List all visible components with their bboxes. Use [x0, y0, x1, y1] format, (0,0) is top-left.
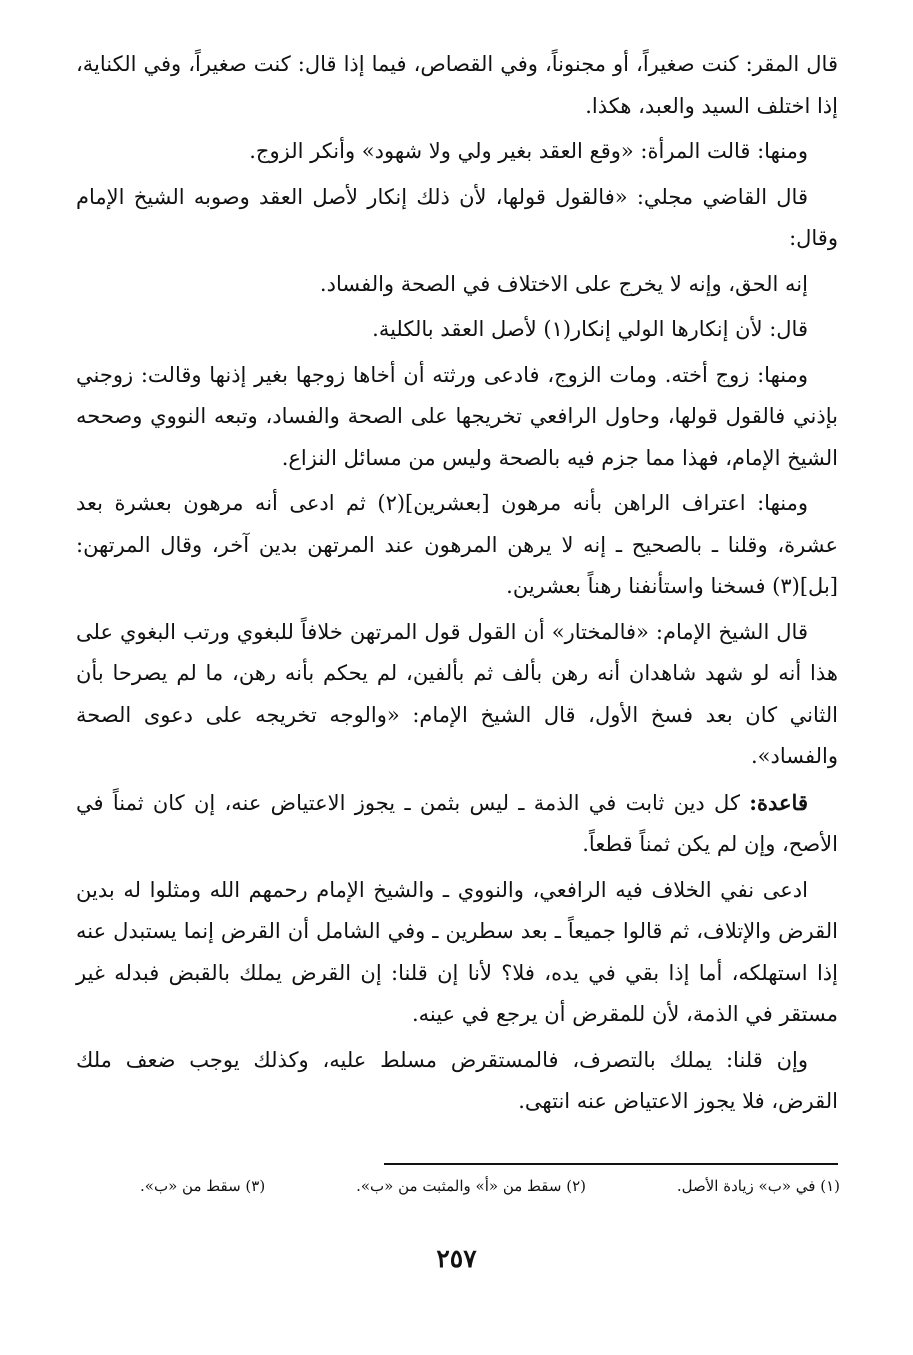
footnotes — [140, 1174, 840, 1198]
paragraph-2: ومنها: قالت المرأة: «وقع العقد بغير ولي ولا شهود» وأنكر الزوج. — [249, 139, 808, 163]
footnote-1: (١) في «ب» زيادة الأصل. — [676, 1177, 840, 1195]
paragraph-5: قال: لأن إنكارها الولي إنكار(١) لأصل العقد بالكلية. — [372, 317, 808, 341]
paragraph-3: قال القاضي مجلي: «فالقول قولها، لأن ذلك إنكار لأصل العقد وصوبه الشيخ الإمام وقال: — [76, 184, 838, 250]
paragraph-4: إنه الحق، وإنه لا يخرج على الاختلاف في الصحة والفساد. — [319, 271, 808, 296]
page-number: ٢٥٧ — [436, 1244, 477, 1273]
paragraph-7: ومنها: اعتراف الراهن بأنه مرهون [بعشرين](٢) ثم ادعى أنه مرهون بعشرة بعد عشرة، وقلنا ـ بالصحيح ـ إنه لا يرهن المرهون عند المرتهن بدين آخر، وقال المرتهن: [بل](٣) فسخنا واستأنفنا رهناً بعشرين. — [76, 491, 838, 598]
footnote-3: (٣) سقط من «ب». — [140, 1177, 266, 1195]
footnote-divider — [384, 1163, 838, 1165]
paragraph-10: ادعى نفي الخلاف فيه الرافعي، والنووي ـ والشيخ الإمام رحمهم الله ومثلوا له بدين القرض والإتلاف، ثم قالوا جميعاً ـ بعد سطرين ـ وفي الشامل أن القرض إنما يستبدل عنه إذا استهلكه، أما إذا بقي في يده، فلا؟ لأنا إن قلنا: إن القرض يملك بالقبض فبدله غير مستقر في الذمة، لأن للمقرض أن يرجع في عينه. — [76, 877, 838, 1026]
page-body — [76, 44, 838, 1127]
paragraph-1: قال المقر: كنت صغيراً، أو مجنوناً، وفي القصاص، فيما إذا قال: كنت صغيراً، وفي الكناية، إذا اختلف السيد والعبد، هكذا. — [76, 52, 838, 118]
paragraph-9 — [76, 782, 838, 866]
paragraph-6: ومنها: زوج أخته. ومات الزوج، فادعى ورثته أن أخاها زوجها بغير إذنها وقالت: زوجني بإذني فالقول قولها، وحاول الرافعي تخريجها على الصحة والفساد، وتبعه النووي وصححه الشيخ الإمام، فهذا مما جزم فيه بالصحة وليس من مسائل النزاع. — [76, 362, 838, 470]
rule-label: قاعدة: — [749, 789, 808, 815]
paragraph-8: قال الشيخ الإمام: «فالمختار» أن القول قول المرتهن خلافاً للبغوي ورتب البغوي على هذا أنه لو شهد شاهدان أنه رهن بألف ثم بألفين، لم يحكم بأنه رهن، ما لم يصرحا بأن الثاني كان بعد فسخ الأول، قال الشيخ الإمام: «والوجه تخريجه على دعوى الصحة والفساد». — [76, 619, 838, 768]
rule-text: كل دين ثابت في الذمة ـ ليس بثمن ـ يجوز الاعتياض عنه، إن كان ثمناً في الأصح، وإن لم يكن ثمناً قطعاً. — [76, 790, 838, 856]
paragraph-11: وإن قلنا: يملك بالتصرف، فالمستقرض مسلط عليه، وكذلك يوجب ضعف ملك القرض، فلا يجوز الاعتياض عنه انتهى. — [76, 1047, 838, 1113]
footnote-2: (٢) سقط من «أ» والمثبت من «ب». — [356, 1177, 586, 1195]
